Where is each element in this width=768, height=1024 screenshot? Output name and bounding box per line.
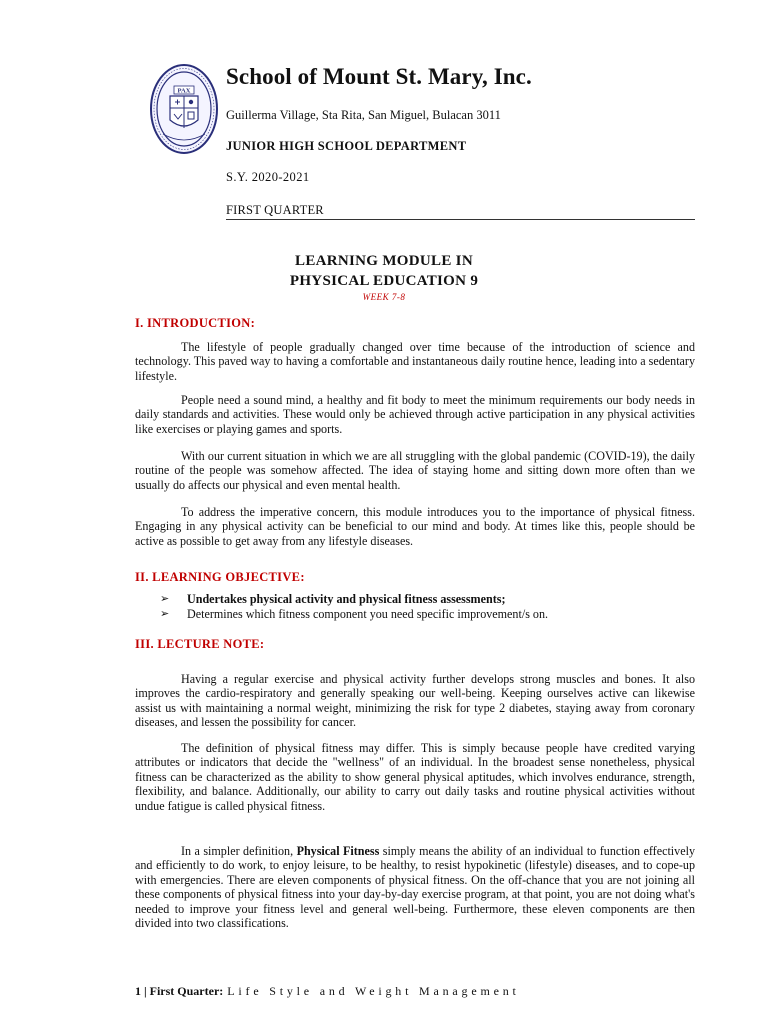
list-item [160, 607, 548, 622]
department-name: JUNIOR HIGH SCHOOL DEPARTMENT [226, 139, 467, 153]
footer-page-label: 1 | First Quarter: [135, 984, 224, 998]
header-divider [226, 219, 695, 220]
objective-text: Determines which fitness component you need specific improvement/s on. [187, 606, 549, 621]
intro-paragraph: The lifestyle of people gradually changed over time because of the introduction of science and technology. This paved way to having a comfortable and instantaneous daily routine hence, leading into a sedentary lifestyle. [135, 340, 695, 383]
intro-paragraph: With our current situation in which we are all struggling with the global pandemic (COVID-19), the daily routine of the people was somehow affected. The idea of staying home and sitting down more often than we usually do affects our physical and even mental health. [135, 449, 695, 492]
module-title-line2: PHYSICAL EDUCATION 9 [289, 273, 479, 289]
arrow-bullet-icon: ➢ [160, 593, 170, 605]
week-label: WEEK 7-8 [362, 292, 406, 302]
objectives-heading: II. LEARNING OBJECTIVE: [135, 570, 305, 584]
objectives-list [160, 592, 548, 621]
footer-theme: Life Style and Weight Management [227, 984, 520, 998]
physical-fitness-term: Physical Fitness [296, 844, 380, 858]
lecture-text: In a simpler definition, [181, 844, 294, 858]
module-title-line1: LEARNING MODULE IN [295, 253, 473, 269]
page-footer [135, 984, 705, 999]
lecture-paragraph: Having a regular exercise and physical activity further develops strong muscles and bones. It also improves the cardio-respiratory and generally speaking our well-being. Keeping ourselves active can likewise assist us with maintaining a normal weight, minimizing the risk for type 2 diabetes, staying away from coronary diseases, and lessen the possibility for cancer. [135, 672, 695, 730]
svg-text:PAX: PAX [177, 87, 191, 95]
lecture-text: simply means the ability of an individual to function effectively and efficiently to do work, to enjoy leisure, to be healthy, to resist hypokinetic (lifestyle) diseases, and to cope-up with emergencies. There are eleven components of physical fitness. On the off-chance that you are not joining all these components of physical fitness into your day-by-day exercise program, at that point, you are not doing what's needed to improve your fitness level and general well-being. Furthermore, these eleven components are then divided into two classifications. [135, 844, 695, 931]
lecture-heading: III. LECTURE NOTE: [135, 637, 265, 651]
school-seal-logo [149, 62, 219, 156]
arrow-bullet-icon: ➢ [160, 607, 170, 620]
quarter-label: FIRST QUARTER [226, 203, 324, 217]
list-item [160, 592, 548, 607]
lecture-paragraph: The definition of physical fitness may differ. This is simply because people have credited varying attributes or indicators that decide the "wellness" of an individual. In the broadest sense nonetheless, physical fitness can be characterized as the ability to show general physical aptitudes, which involves endurance, strength, flexibility, and balance. Additionally, our ability to carry out daily tasks and routine physical activities without undue fatigue is called physical fitness. [135, 741, 695, 813]
intro-paragraph: To address the imperative concern, this module introduces you to the importance of physical fitness. Engaging in any physical activity can be beneficial to our mind and body. At times like this, people should be active as possible to get away from any lifestyle diseases. [135, 505, 695, 548]
lecture-paragraph [135, 844, 695, 930]
school-address: Guillerma Village, Sta Rita, San Miguel, Bulacan 3011 [226, 108, 501, 122]
introduction-heading: I. INTRODUCTION: [135, 316, 256, 330]
intro-paragraph: People need a sound mind, a healthy and fit body to meet the minimum requirements our body needs in daily standards and activities. These would only be achieved through active participation in any physical activities like exercises or playing games and sports. [135, 393, 695, 436]
school-name: School of Mount St. Mary, Inc. [226, 64, 532, 89]
school-year: S.Y. 2020-2021 [226, 170, 310, 184]
objective-text: Undertakes physical activity and physical fitness assessments; [187, 592, 506, 606]
